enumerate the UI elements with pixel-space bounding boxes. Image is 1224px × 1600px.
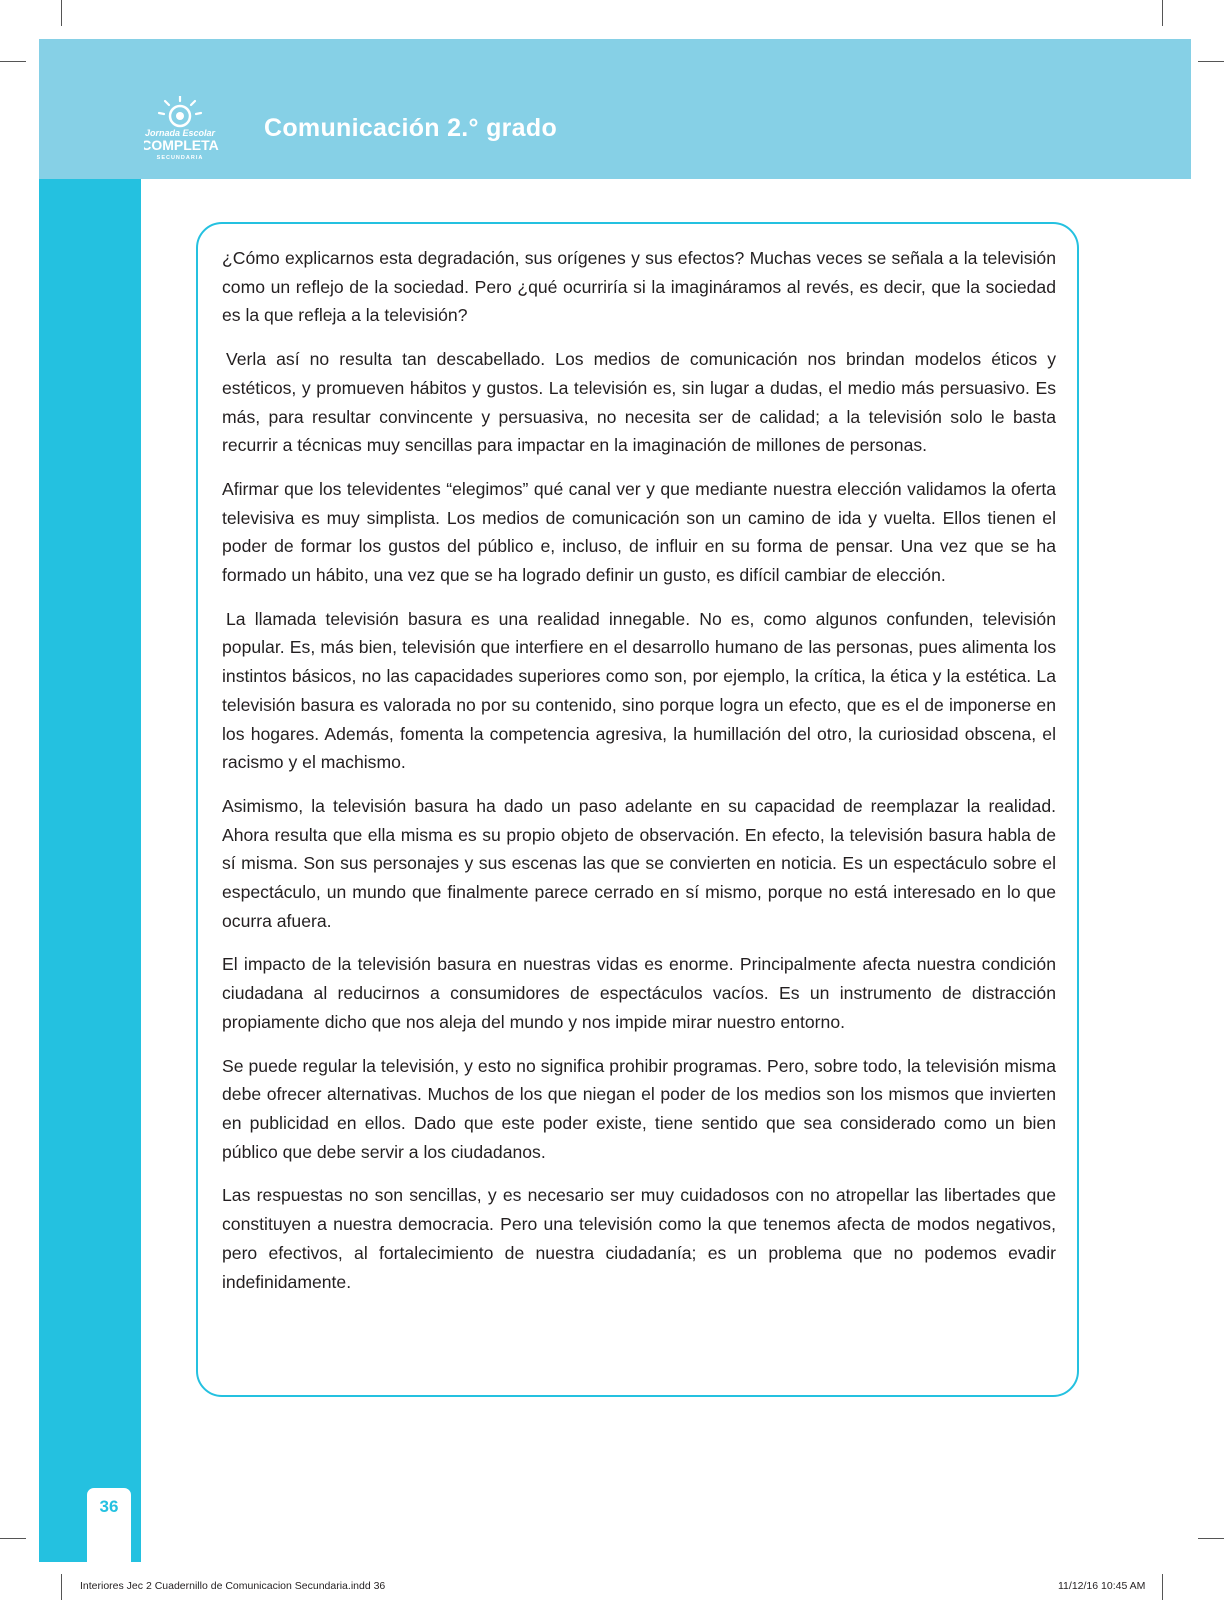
paragraph: El impacto de la televisión basura en nuestras vidas es enorme. Principalmente afecta nuestra condición ciudadana al reducirnos a consumidores de espectáculos vacíos. Es un instrumento de distracción propiamente dicho que nos aleja del mundo y nos impide mirar nuestro entorno. [222,954,1056,1032]
crop-mark [1198,1538,1224,1539]
paragraph: Se puede regular la televisión, y esto no significa prohibir programas. Pero, sobre todo, la televisión misma debe ofrecer alternativas. Muchos de los que niegan el poder de los medios son los mismos que invierten en publicidad en ellos. Dado que este poder existe, tiene sentido que sea considerado como un bien público que debe servir a los ciudadanos. [222,1055,1056,1162]
article-body [222,244,1056,1311]
crop-mark [0,1538,26,1539]
crop-mark [1162,1574,1163,1600]
side-band [39,179,141,1562]
page-number-tab [87,1488,131,1562]
page-number: 36 [99,1497,119,1516]
crop-mark [61,0,62,26]
paragraph: Verla así no resulta tan descabellado. Los medios de comunicación nos brindan modelos éticos y estéticos, y promueven hábitos y gustos. La televisión es, sin lugar a dudas, el medio más persuasivo. Es más, para resultar convincente y persuasiva, no necesita ser de calidad; a la televisión solo le basta recurrir a técnicas muy sencillas para impactar en la imaginación de millones de personas. [222,349,1056,456]
paragraph: Las respuestas no son sencillas, y es necesario ser muy cuidadosos con no atropellar las libertades que constituyen a nuestra democracia. Pero una televisión como la que tenemos afecta de modos negativos, pero efectivos, al fortalecimiento de nuestra ciudadanía; es un problema que no podemos evadir indefinidamente. [222,1185,1056,1292]
paragraph: Afirmar que los televidentes “elegimos” qué canal ver y que mediante nuestra elección validamos la oferta televisiva es muy simplista. Los medios de comunicación son un camino de ida y vuelta. Ellos tienen el poder de formar los gustos del público e, incluso, de influir en su forma de pensar. Una vez que se ha formado un hábito, una vez que se ha logrado definir un gusto, es difícil cambiar de elección. [222,478,1056,586]
svg-text:SECUNDARIA: SECUNDARIA [156,155,204,161]
page-title: Comunicación 2.° grado [264,114,558,142]
crop-mark [1198,61,1224,62]
crop-mark [1162,0,1163,26]
logo-icon [144,96,228,166]
svg-text:Jornada Escolar: Jornada Escolar [144,128,216,138]
paragraph: La llamada televisión basura es una realidad innegable. No es, como algunos confunden, televisión popular. Es, más bien, televisión que interfiere en el desarrollo humano de las personas, pues alimenta los instintos básicos, no las capacidades superiores como son, por ejemplo, la crítica, la ética y la estética. La televisión basura es valorada no por su contenido, sino porque logra un efecto, que es el de imponerse en los hogares. Además, fomenta la competencia agresiva, la humillación del otro, la curiosidad obscena, el racismo y el machismo. [222,608,1056,773]
footer-timestamp: 11/12/16 10:45 AM [1058,1580,1146,1592]
paragraph: ¿Cómo explicarnos esta degradación, sus orígenes y sus efectos? Muchas veces se señala a la televisión como un reflejo de la sociedad. Pero ¿qué ocurriría si la imagináramos al revés, es decir, que la sociedad es la que refleja a la televisión? [222,248,1056,326]
crop-mark [0,61,26,62]
paragraph: Asimismo, la televisión basura ha dado un paso adelante en su capacidad de reemplazar la realidad. Ahora resulta que ella misma es su propio objeto de observación. En efecto, la televisión basura habla de sí misma. Son sus personajes y sus escenas las que se convierten en noticia. Es un espectáculo sobre el espectáculo, un mundo que finalmente parece cerrado en sí mismo, porque no está interesado en lo que ocurra afuera. [222,795,1056,931]
jornada-escolar-completa-logo [144,96,228,166]
svg-text:COMPLETA: COMPLETA [144,137,219,153]
crop-mark [61,1574,62,1600]
footer-file-name: Interiores Jec 2 Cuadernillo de Comunicacion Secundaria.indd 36 [80,1580,386,1592]
